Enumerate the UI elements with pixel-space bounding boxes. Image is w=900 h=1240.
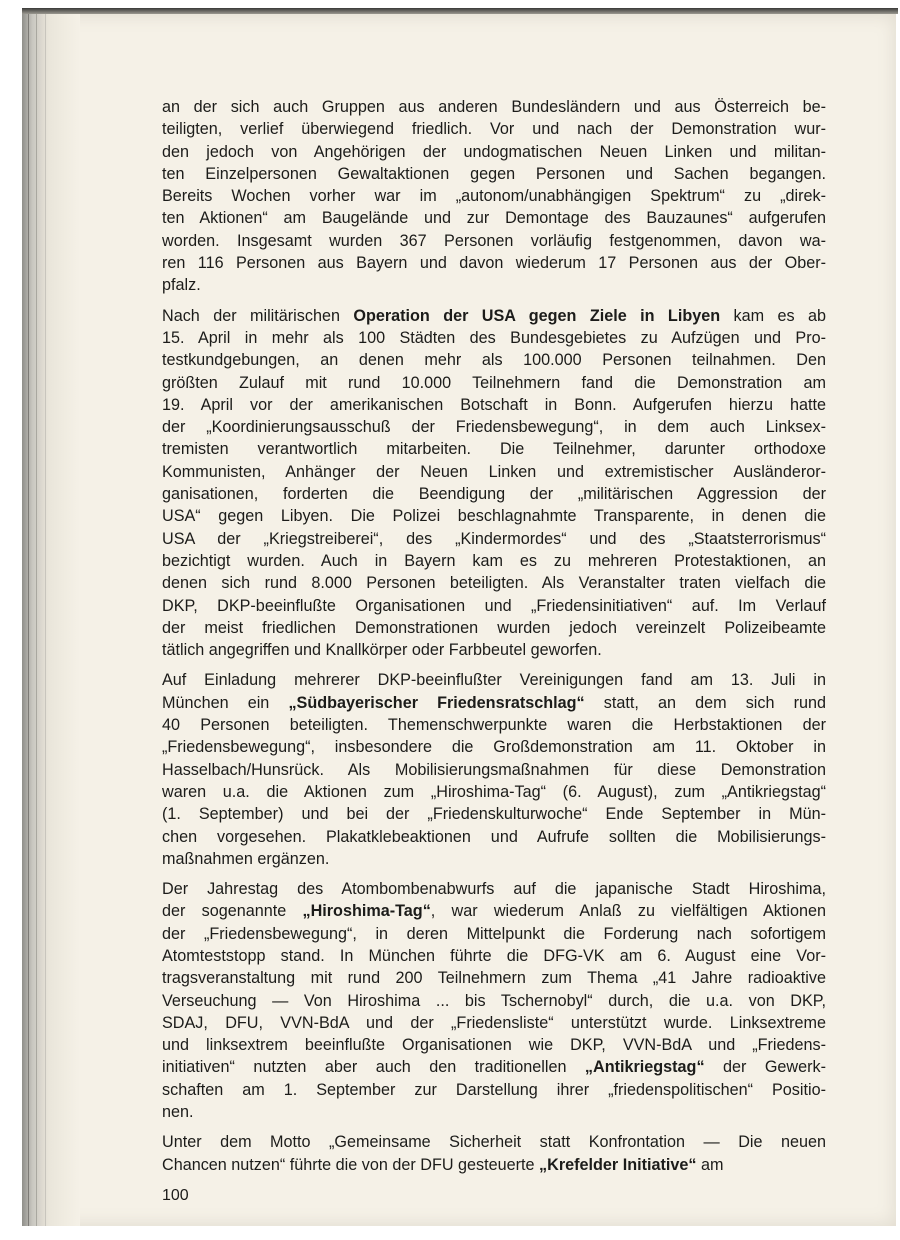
text-segment: waren u.a. die Aktionen zum „Hiroshima-Tag“ (6. August), zum „Antikriegstag“ [162, 782, 826, 801]
text-segment: ren 116 Personen aus Bayern und davon wiederum 17 Personen aus der Ober- [162, 254, 826, 273]
text-line [162, 692, 826, 714]
paragraph [162, 1131, 826, 1176]
text-line [162, 461, 826, 483]
text-line [162, 1056, 826, 1078]
text-segment: „Friedensbewegung“, insbesondere die Großdemonstration am 11. Oktober in [162, 738, 826, 757]
text-line [162, 349, 826, 371]
text-line [162, 438, 826, 460]
text-segment: Atomteststopp stand. In München führte die DFG-VK am 6. August eine Vor- [162, 946, 826, 965]
text-segment: der „Koordinierungsausschuß der Friedensbewegung“, in dem auch Linksex- [162, 418, 826, 437]
text-line [162, 327, 826, 349]
text-line [162, 394, 826, 416]
text-line [162, 1131, 826, 1153]
text-line [162, 639, 826, 661]
text-segment: (1. September) und bei der „Friedenskulturwoche“ Ende September in Mün- [162, 805, 826, 824]
text-line [162, 572, 826, 594]
page-number: 100 [162, 1187, 189, 1204]
text-segment: Chancen nutzen“ führte die von der DFU gesteuerte [162, 1155, 540, 1174]
text-line [162, 923, 826, 945]
text-line [162, 900, 826, 922]
text-segment: 40 Personen beteiligten. Themenschwerpunkte waren die Herbstaktionen der [162, 716, 826, 735]
text-segment: Kommunisten, Anhänger der Neuen Linken und extremistischer Ausländeror- [162, 462, 826, 481]
text-segment: teiligten, verlief überwiegend friedlich. Vor und nach der Demonstration wur- [162, 120, 826, 139]
text-segment: worden. Insgesamt wurden 367 Personen vorläufig festgenommen, davon wa- [162, 231, 826, 250]
text-line [162, 1101, 826, 1123]
text-segment: pfalz. [162, 276, 201, 295]
text-line [162, 736, 826, 758]
text-line [162, 230, 826, 252]
text-segment: initiativen“ nutzten aber auch den traditionellen [162, 1058, 585, 1077]
text-segment: der sogenannte [162, 902, 303, 921]
text-segment: an der sich auch Gruppen aus anderen Bundesländern und aus Österreich be- [162, 98, 826, 116]
bold-term: „Antikriegstag“ [584, 1058, 705, 1077]
text-segment: chen vorgesehen. Plakatklebeaktionen und Aufrufe sollten die Mobilisierungs- [162, 827, 826, 846]
text-segment: SDAJ, DFU, VVN-BdA und der „Friedensliste“ unterstützt wurde. Linksextreme [162, 1013, 826, 1032]
text-segment: größten Zulauf mit rund 10.000 Teilnehmern fand die Demonstration am [162, 373, 826, 392]
text-line [162, 669, 826, 691]
text-segment: ten Aktionen“ am Baugelände und zur Demontage des Bauzaunes“ aufgerufen [162, 209, 826, 228]
text-line [162, 990, 826, 1012]
body-text [162, 96, 826, 1184]
bold-term: „Krefelder Initiative“ [539, 1155, 697, 1174]
text-line [162, 118, 826, 140]
text-line [162, 1034, 826, 1056]
text-segment: 15. April in mehr als 100 Städten des Bundesgebietes zu Aufzügen und Pro- [162, 328, 826, 347]
paragraph [162, 878, 826, 1123]
text-segment: schaften am 1. September zur Darstellung ihrer „friedenspolitischen“ Positio- [162, 1080, 826, 1099]
text-segment: ganisationen, forderten die Beendigung der „militärischen Aggression der [162, 485, 826, 504]
text-line [162, 1154, 826, 1176]
text-segment: tragsveranstaltung mit rund 200 Teilnehmern zum Thema „41 Jahre radioaktive [162, 969, 826, 988]
paragraph [162, 96, 826, 297]
text-segment: Auf Einladung mehrerer DKP-beeinflußter Vereinigungen fand am 13. Juli in [162, 671, 826, 690]
text-line [162, 967, 826, 989]
text-segment: der Gewerk- [704, 1058, 826, 1077]
text-segment: bezichtigt wurden. Auch in Bayern kam es zu mehreren Protestaktionen, an [162, 551, 826, 570]
text-line [162, 617, 826, 639]
text-line [162, 163, 826, 185]
text-line [162, 528, 826, 550]
text-line [162, 803, 826, 825]
text-segment: maßnahmen ergänzen. [162, 849, 330, 868]
text-segment: ten Einzelpersonen Gewaltaktionen gegen Personen und Sachen begangen. [162, 164, 826, 183]
text-line [162, 714, 826, 736]
text-segment: kam es ab [720, 306, 826, 325]
text-segment: USA der „Kriegstreiberei“, des „Kindermordes“ und des „Staatsterrorismus“ [162, 529, 826, 548]
text-segment: Verseuchung — Von Hiroshima ... bis Tschernobyl“ durch, die u.a. von DKP, [162, 991, 826, 1010]
text-segment: Bereits Wochen vorher war im „autonom/unabhängigen Spektrum“ zu „direk- [162, 187, 826, 206]
text-segment: der meist friedlichen Demonstrationen wurden jedoch vereinzelt Polizeibeamte [162, 618, 826, 637]
text-line [162, 550, 826, 572]
text-segment: USA“ gegen Libyen. Die Polizei beschlagnahmte Transparente, in denen die [162, 507, 826, 526]
text-line [162, 505, 826, 527]
text-line [162, 96, 826, 118]
bold-term: Operation der USA gegen Ziele in Libyen [353, 306, 721, 325]
text-segment: 19. April vor der amerikanischen Botschaft in Bonn. Aufgerufen hierzu hatte [162, 395, 826, 414]
text-segment: tremisten verantwortlich mitarbeiten. Die Teilnehmer, darunter orthodoxe [162, 440, 826, 459]
text-line [162, 781, 826, 803]
text-line [162, 1079, 826, 1101]
text-line [162, 759, 826, 781]
text-segment: Hasselbach/Hunsrück. Als Mobilisierungsmaßnahmen für diese Demonstration [162, 760, 826, 779]
text-segment: und linksextrem beeinflußte Organisationen wie DKP, VVN-BdA und „Friedens- [162, 1036, 826, 1055]
text-line [162, 305, 826, 327]
text-segment: statt, an dem sich rund [584, 693, 826, 712]
text-line [162, 1012, 826, 1034]
text-segment: DKP, DKP-beeinflußte Organisationen und „Friedensinitiativen“ auf. Im Verlauf [162, 596, 826, 615]
text-segment: den jedoch von Angehörigen der undogmatischen Neuen Linken und militan- [162, 142, 826, 161]
text-segment: Nach der militärischen [162, 306, 354, 325]
text-line [162, 848, 826, 870]
text-segment: der „Friedensbewegung“, in deren Mittelpunkt die Forderung nach sofortigem [162, 924, 826, 943]
text-line [162, 207, 826, 229]
text-segment: testkundgebungen, an denen mehr als 100.000 Personen teilnahmen. Den [162, 351, 826, 370]
text-line [162, 878, 826, 900]
text-line [162, 483, 826, 505]
text-line [162, 141, 826, 163]
text-line [162, 595, 826, 617]
text-line [162, 252, 826, 274]
paragraph [162, 669, 826, 870]
text-segment: am [696, 1155, 724, 1174]
text-line [162, 945, 826, 967]
paragraph [162, 305, 826, 662]
text-segment: Der Jahrestag des Atombombenabwurfs auf die japanische Stadt Hiroshima, [162, 880, 826, 899]
text-segment: denen sich rund 8.000 Personen beteiligten. Als Veranstalter traten vielfach die [162, 574, 826, 593]
book-spine-shadow [22, 14, 80, 1226]
text-line [162, 826, 826, 848]
text-segment: nen. [162, 1103, 194, 1122]
text-line [162, 372, 826, 394]
text-segment: , war wiederum Anlaß zu vielfältigen Aktionen [430, 902, 826, 921]
text-segment: Unter dem Motto „Gemeinsame Sicherheit statt Konfrontation — Die neuen [162, 1133, 826, 1152]
bold-term: „Hiroshima-Tag“ [302, 902, 431, 921]
text-line [162, 416, 826, 438]
bold-term: „Südbayerischer Friedensratschlag“ [288, 693, 585, 712]
text-line [162, 185, 826, 207]
text-line [162, 274, 826, 296]
text-segment: tätlich angegriffen und Knallkörper oder Farbbeutel geworfen. [162, 641, 602, 660]
text-segment: München ein [162, 693, 289, 712]
